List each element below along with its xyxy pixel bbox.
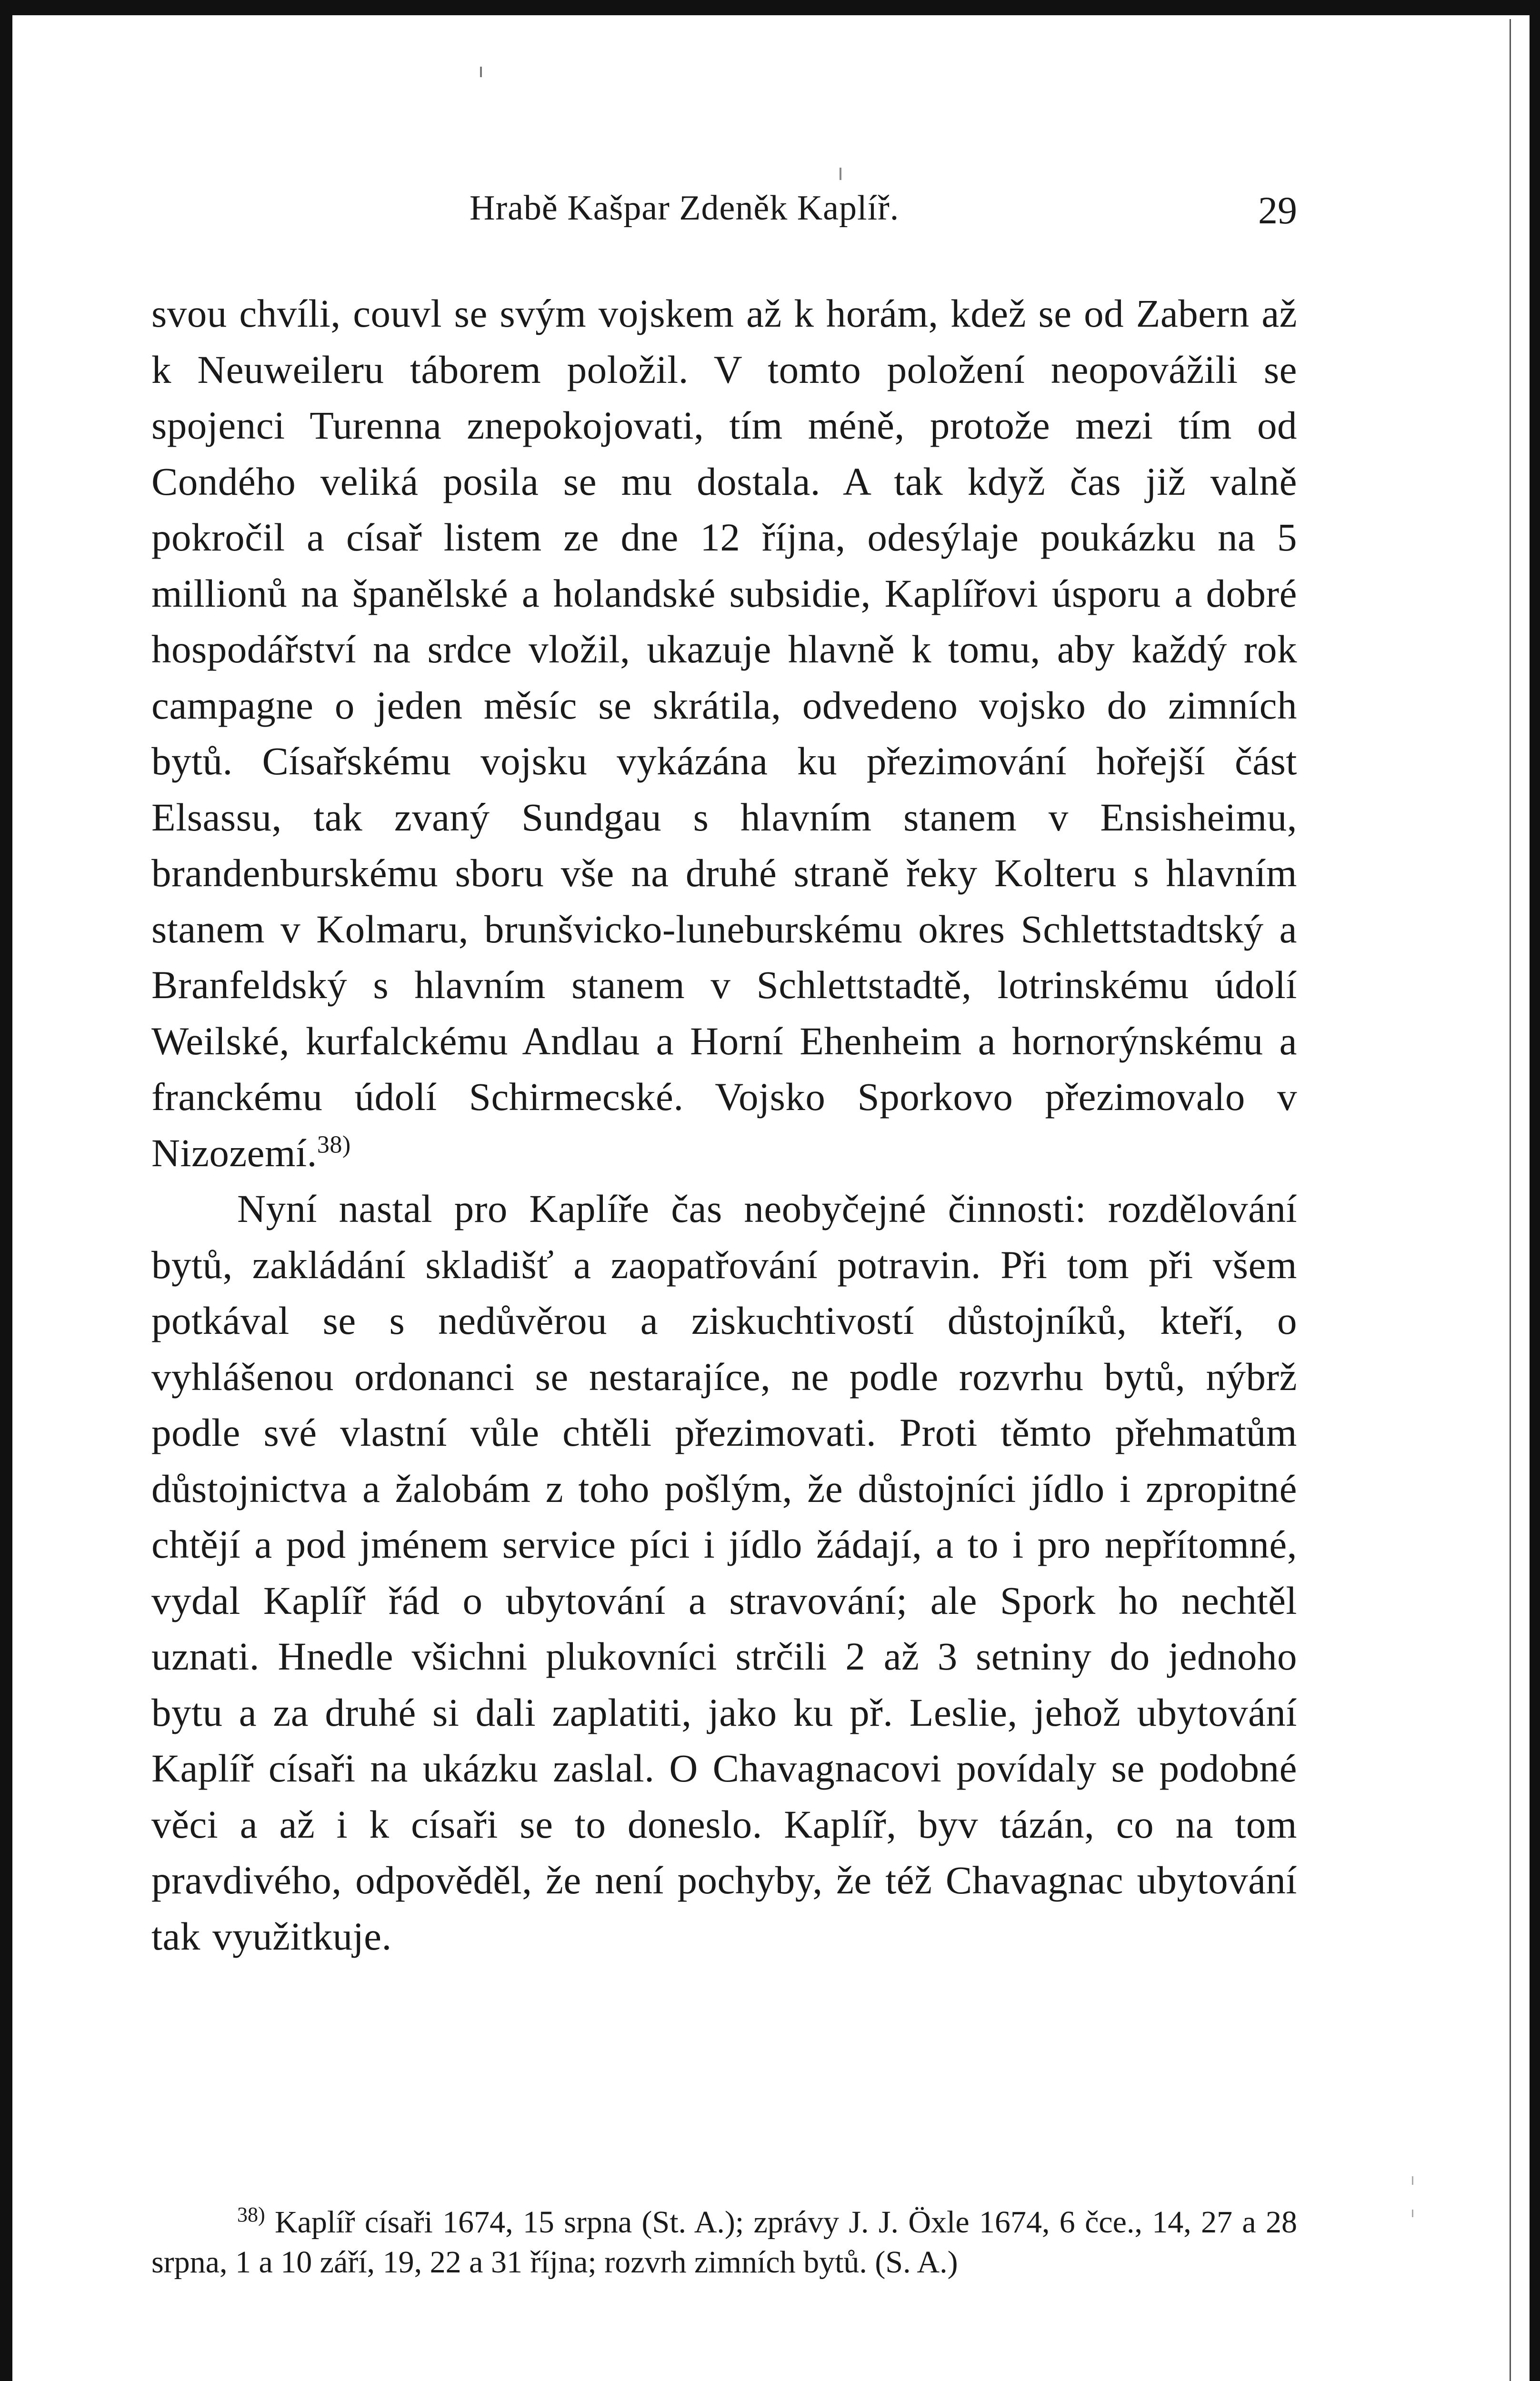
main-text <box>151 286 1297 1964</box>
speck-mark <box>840 168 841 180</box>
footnote <box>151 2202 1297 2282</box>
footnote-text: Kaplíř císaři 1674, 15 srpna (St. A.); zprávy J. J. Öxle 1674, 6 čce., 14, 27 a 28 srpna, 1 a 10 září, 19, 22 a 31 října; rozvrh zimních bytů. (S. A.) <box>151 2205 1297 2280</box>
paragraph <box>151 286 1297 1181</box>
footnote-marker: 38) <box>237 2203 265 2226</box>
speck-mark <box>1412 2176 1413 2185</box>
page-header <box>151 188 1297 245</box>
paragraph-text: Nyní nastal pro Kaplíře čas neobyčejné činnosti: rozdělování bytů, zakládání skladišť a zaopatřování potravin. Při tom při všem potkával se s nedůvěrou a ziskuchtivostí důstojníků, kteří, o vyhlášenou ordonanci se nestarajíce, ne podle rozvrhu bytů, nýbrž podle své vlastní vůle chtěli přezimovati. Proti těmto přehmatům důstojnictva a žalobám z toho pošlým, že důstojníci jídlo i zpropitné chtějí a pod jménem service píci i jídlo žádají, a to i pro nepřítomné, vydal Kaplíř řád o ubytování a stravování; ale Spork ho nechtěl uznati. Hnedle všichni plukovníci strčili 2 až 3 setniny do jednoho bytu a za druhé si dali zaplatiti, jako ku př. Leslie, jehož ubytování Kaplíř císaři na ukázku zaslal. O Chavagnacovi povídaly se podobné věci a až i k císaři se to doneslo. Kaplíř, byv tázán, co na tom pravdivého, odpověděl, že není pochyby, že též Chavagnac ubytování tak využitkuje. <box>151 1187 1297 1958</box>
page-number: 29 <box>1258 189 1297 232</box>
footnote-reference: 38) <box>317 1130 351 1158</box>
paragraph-text: svou chvíli, couvl se svým vojskem až k horám, kdež se od Zabern až k Neuweileru táborem položil. V tomto položení neopovážili se spojenci Turenna znepokojovati, tím méně, protože mezi tím od Condého veliká posila se mu dostala. A tak když čas již valně pokročil a císař listem ze dne 12 října, odesýlaje poukázku na 5 millionů na španělské a holandské subsidie, Kaplířovi úsporu a dobré hospodářství na srdce vložil, ukazuje hlavně k tomu, aby každý rok campagne o jeden měsíc se skrátila, odvedeno vojsko do zimních bytů. Císařskému vojsku vykázána ku přezimování hořejší část Elsassu, tak zvaný Sundgau s hlavním stanem v Ensisheimu, brandenburskému sboru vše na druhé straně řeky Kolteru s hlavním stanem v Kolmaru, brunšvicko-luneburskému okres Schlettstadtský a Branfeldský s hlavním stanem v Schlettstadtě, lotrinskému údolí Weilské, kurfalckému Andlau a Horní Ehenheim a hornorýnskému a franckému údolí Schirmecské. Vojsko Sporkovo přezimovalo v Nizozemí. <box>151 291 1297 1175</box>
paragraph <box>151 1181 1297 1964</box>
speck-mark <box>1412 2210 1413 2217</box>
running-title: Hrabě Kašpar Zdeněk Kaplíř. <box>470 189 900 228</box>
speck-mark <box>480 67 482 77</box>
